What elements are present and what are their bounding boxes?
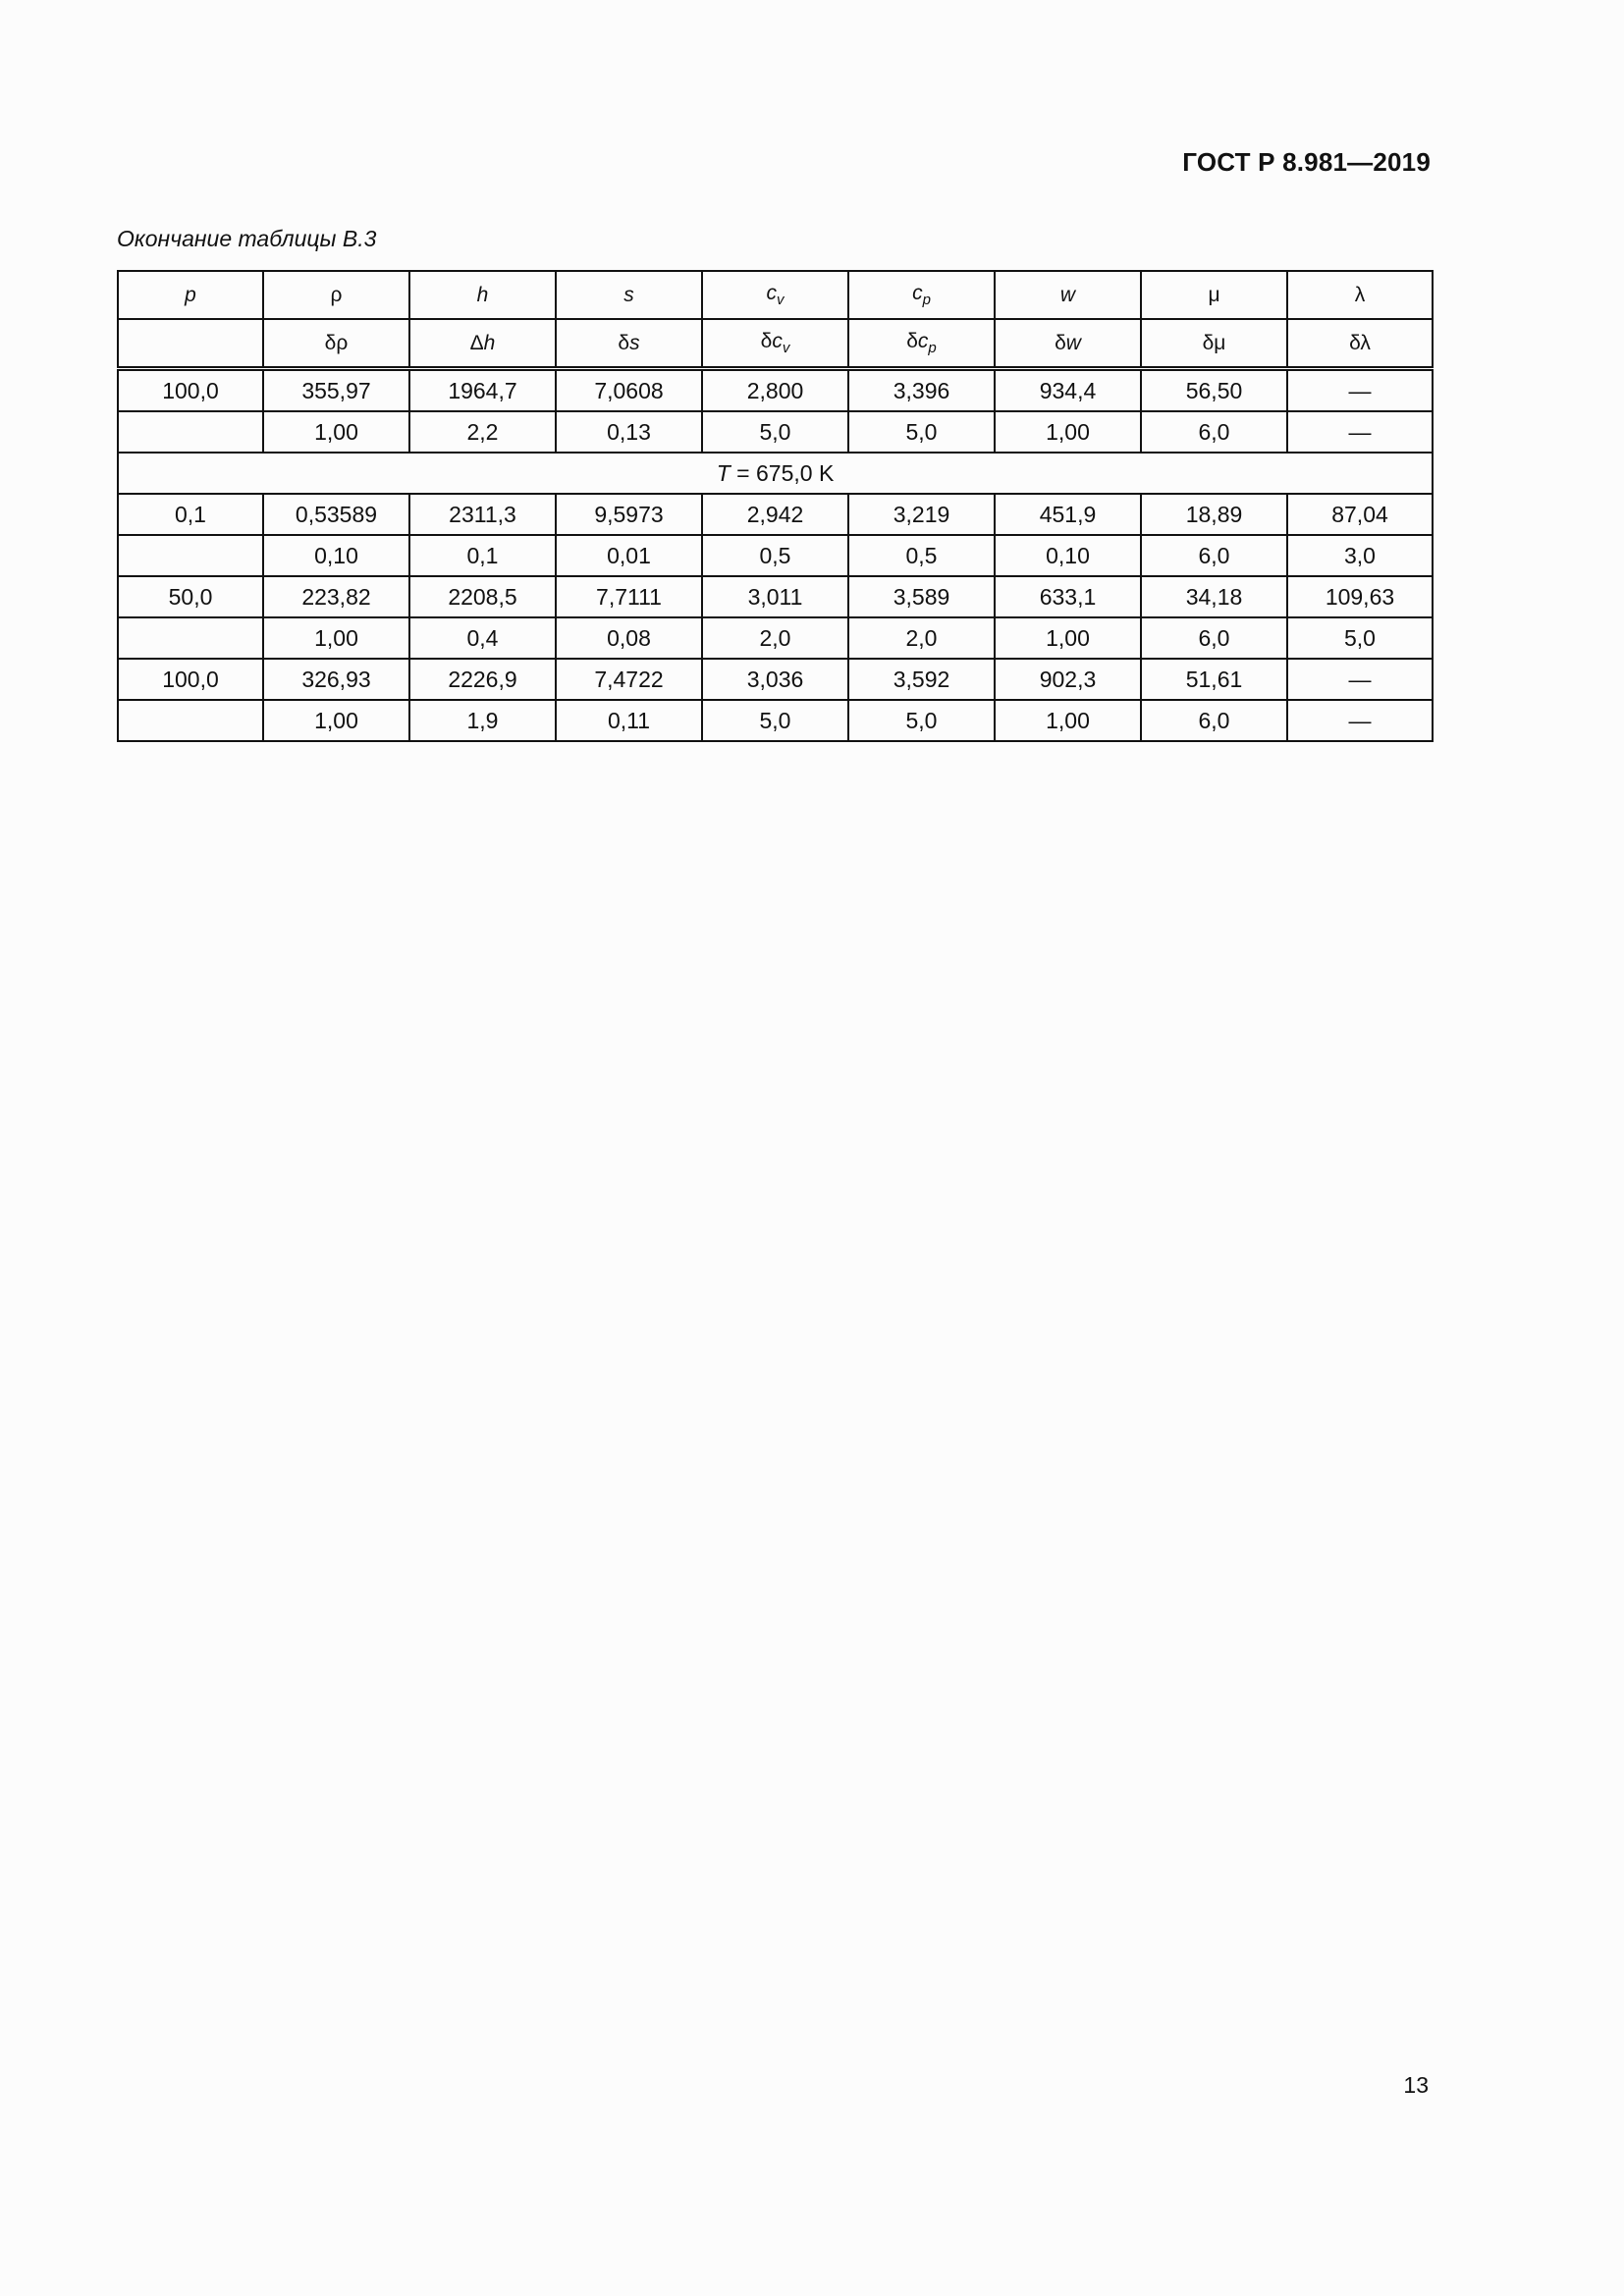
table-cell: 1,00 [995, 617, 1141, 659]
table-cell: 1964,7 [409, 369, 556, 412]
header-cell: μ [1141, 271, 1287, 319]
table-cell: 2,942 [702, 494, 848, 535]
table-cell: 2,0 [702, 617, 848, 659]
header-cell: δs [556, 319, 702, 369]
table-caption: Окончание таблицы В.3 [117, 226, 377, 251]
header-cell: h [409, 271, 556, 319]
table-cell: 2,2 [409, 411, 556, 453]
table-cell: — [1287, 369, 1433, 412]
table-cell: 34,18 [1141, 576, 1287, 617]
table-row [118, 617, 1433, 659]
table-cell: 451,9 [995, 494, 1141, 535]
table-cell: 902,3 [995, 659, 1141, 700]
table-cell: 0,13 [556, 411, 702, 453]
section-header-row [118, 453, 1433, 494]
table-row [118, 659, 1433, 700]
table-cell: 1,00 [263, 411, 409, 453]
table-cell: 1,00 [263, 700, 409, 741]
table-cell: 100,0 [118, 369, 263, 412]
table-cell: — [1287, 411, 1433, 453]
table-cell: — [1287, 659, 1433, 700]
table-cell: 5,0 [1287, 617, 1433, 659]
table-cell: 3,0 [1287, 535, 1433, 576]
table-cell: 2311,3 [409, 494, 556, 535]
table-cell: 0,4 [409, 617, 556, 659]
table-cell [118, 535, 263, 576]
header-cell: δρ [263, 319, 409, 369]
header-cell: p [118, 271, 263, 319]
table-cell: 3,396 [848, 369, 995, 412]
table-cell: 7,4722 [556, 659, 702, 700]
table-cell: 0,5 [702, 535, 848, 576]
table-cell: 0,11 [556, 700, 702, 741]
table-cell: 223,82 [263, 576, 409, 617]
table-cell: 0,1 [409, 535, 556, 576]
header-cell: δw [995, 319, 1141, 369]
header-cell: w [995, 271, 1141, 319]
table-cell: 5,0 [848, 411, 995, 453]
table-row [118, 576, 1433, 617]
table-cell: 3,589 [848, 576, 995, 617]
table-cell: 6,0 [1141, 700, 1287, 741]
header-cell: λ [1287, 271, 1433, 319]
table-cell: 18,89 [1141, 494, 1287, 535]
table-cell: 0,5 [848, 535, 995, 576]
table-row [118, 494, 1433, 535]
header-cell: $c_v$ [702, 271, 848, 319]
document-code: ГОСТ Р 8.981—2019 [1182, 147, 1431, 177]
table-cell: 326,93 [263, 659, 409, 700]
table-cell: 50,0 [118, 576, 263, 617]
table-cell: 7,7111 [556, 576, 702, 617]
table-cell: 6,0 [1141, 535, 1287, 576]
table-cell: — [1287, 700, 1433, 741]
table-cell: 109,63 [1287, 576, 1433, 617]
header-cell: δλ [1287, 319, 1433, 369]
table-row [118, 535, 1433, 576]
table-cell: 934,4 [995, 369, 1141, 412]
table-cell: 1,9 [409, 700, 556, 741]
table-cell: 0,10 [995, 535, 1141, 576]
header-row-quantities [118, 271, 1433, 319]
header-cell: ρ [263, 271, 409, 319]
table-cell: 87,04 [1287, 494, 1433, 535]
table-cell: 3,219 [848, 494, 995, 535]
table-cell: 56,50 [1141, 369, 1287, 412]
table-cell: 2226,9 [409, 659, 556, 700]
header-cell: δμ [1141, 319, 1287, 369]
table-cell: 5,0 [702, 411, 848, 453]
table-cell: 1,00 [995, 411, 1141, 453]
table-cell: 2,800 [702, 369, 848, 412]
table-cell: 2,0 [848, 617, 995, 659]
data-table [117, 270, 1434, 742]
table-cell: 100,0 [118, 659, 263, 700]
table-cell: 1,00 [263, 617, 409, 659]
table-cell: 0,53589 [263, 494, 409, 535]
header-cell: $\delta c_p$ [848, 319, 995, 369]
table-cell: 3,011 [702, 576, 848, 617]
table-cell: 7,0608 [556, 369, 702, 412]
header-cell: $c_p$ [848, 271, 995, 319]
section-header-temperature: T = 675,0 K [118, 453, 1433, 494]
header-row-uncertainties [118, 319, 1433, 369]
table-cell: 0,08 [556, 617, 702, 659]
table-cell: 3,036 [702, 659, 848, 700]
table-cell: 355,97 [263, 369, 409, 412]
table-cell: 633,1 [995, 576, 1141, 617]
header-cell: $\delta c_v$ [702, 319, 848, 369]
header-cell: Δh [409, 319, 556, 369]
table-cell: 0,10 [263, 535, 409, 576]
table-row [118, 700, 1433, 741]
table-cell [118, 700, 263, 741]
table-cell [118, 411, 263, 453]
table-cell: 2208,5 [409, 576, 556, 617]
table-row [118, 411, 1433, 453]
header-cell: s [556, 271, 702, 319]
table-cell: 6,0 [1141, 411, 1287, 453]
table-cell: 51,61 [1141, 659, 1287, 700]
table-cell: 6,0 [1141, 617, 1287, 659]
table-cell: 9,5973 [556, 494, 702, 535]
header-cell [118, 319, 263, 369]
table-cell: 3,592 [848, 659, 995, 700]
page-number: 13 [1403, 2072, 1429, 2098]
table-cell: 1,00 [995, 700, 1141, 741]
table-cell: 0,01 [556, 535, 702, 576]
table-cell: 5,0 [702, 700, 848, 741]
table-cell: 0,1 [118, 494, 263, 535]
table-cell: 5,0 [848, 700, 995, 741]
table-row [118, 369, 1433, 412]
table-cell [118, 617, 263, 659]
